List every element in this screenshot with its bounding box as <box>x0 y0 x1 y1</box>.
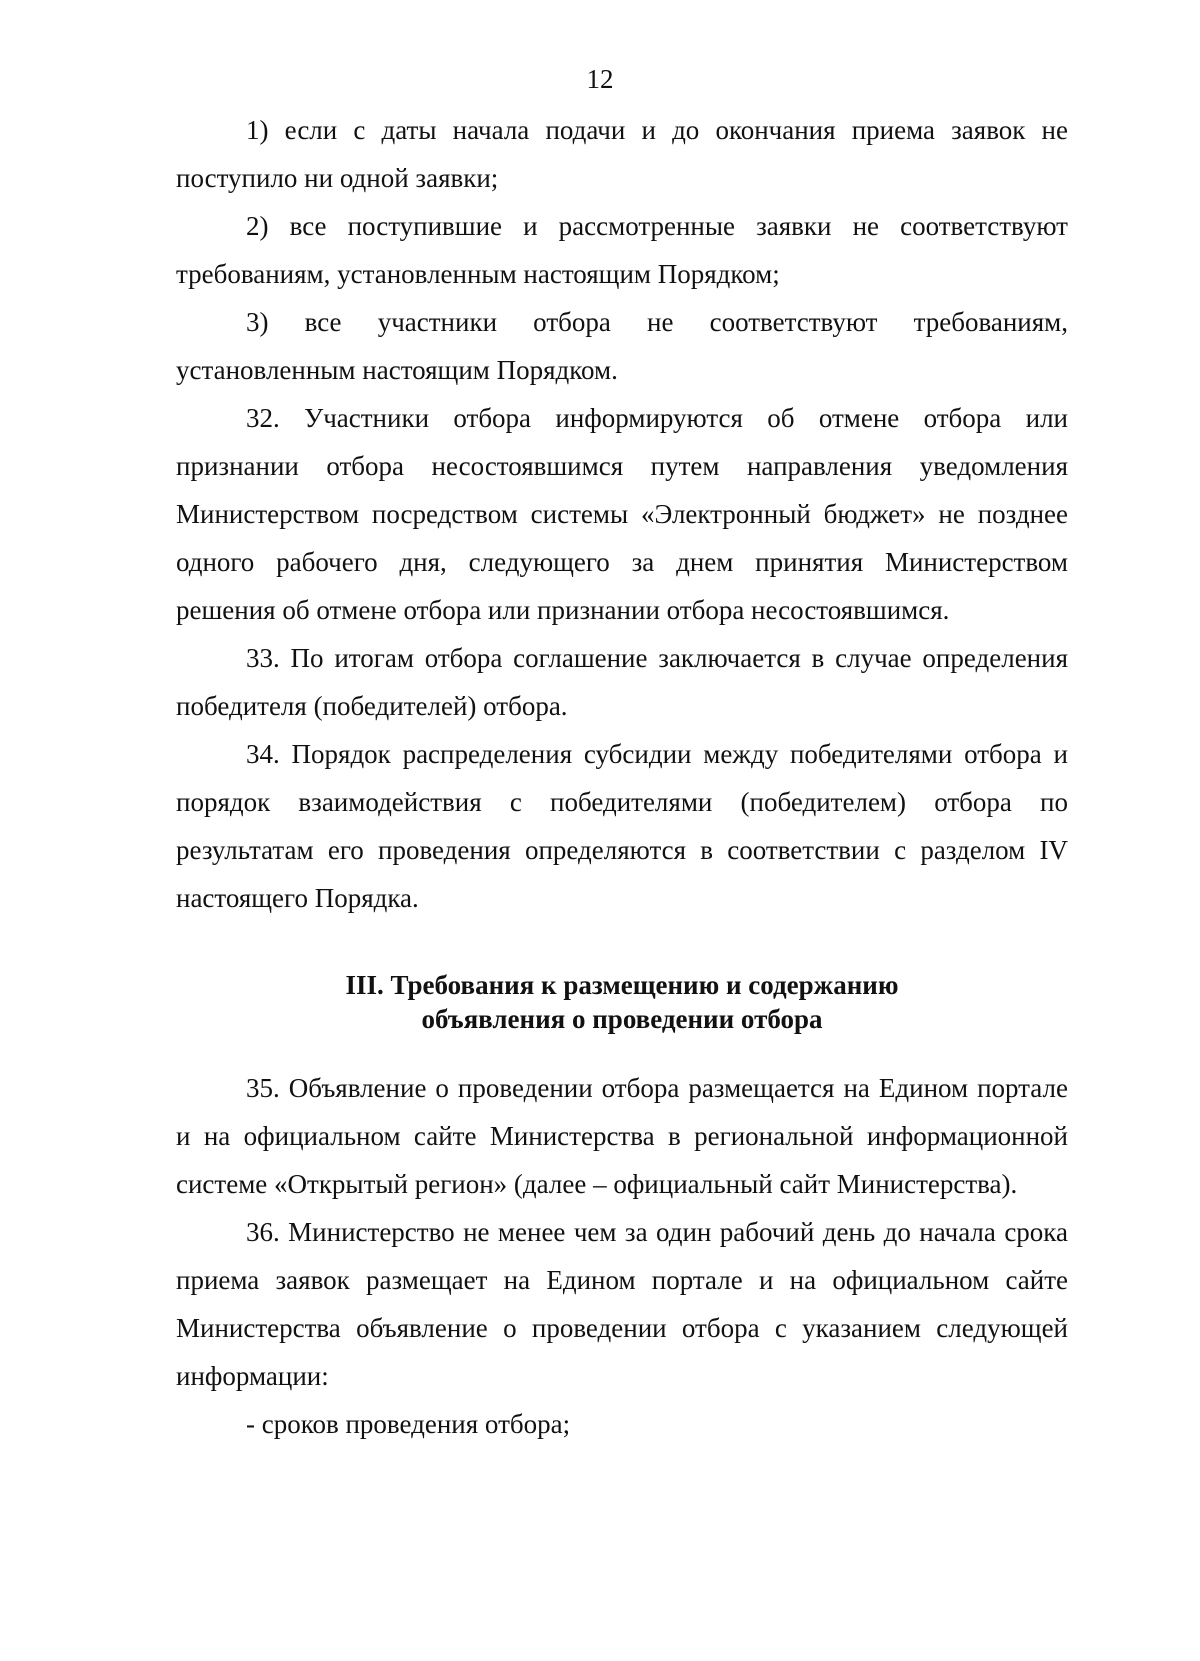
paragraph-item-1: 1) если с даты начала подачи и до окончания приема заявок не поступило ни одной заявки; <box>176 115 1068 193</box>
paragraph-33: 33. По итогам отбора соглашение заключается в случае определения победителя (победителей) отбора. <box>176 643 1068 721</box>
page-number: 12 <box>586 64 614 94</box>
paragraph-item-3: 3) все участники отбора не соответствуют требованиям, установленным настоящим Порядком. <box>176 307 1068 385</box>
section-heading-line-1: III. Требования к размещению и содержанию <box>345 970 899 1000</box>
list-item-selection-dates: - сроков проведения отбора; <box>246 1409 571 1439</box>
section-heading-line-2: объявления о проведении отбора <box>421 1004 823 1034</box>
paragraph-36: 36. Министерство не менее чем за один рабочий день до начала срока приема заявок размещает на Едином портале и на официальном сайте Министерства объявление о проведении отбора с указанием следующей информации: <box>176 1217 1068 1391</box>
document-body <box>176 106 1068 1448</box>
paragraph-34: 34. Порядок распределения субсидии между победителями отбора и порядок взаимодействия с победителями (победителем) отбора по результатам его проведения определяются в соответствии с разделом IV настоящего Порядка. <box>176 739 1068 913</box>
paragraph-item-2: 2) все поступившие и рассмотренные заявки не соответствуют требованиям, установленным настоящим Порядком; <box>176 211 1068 289</box>
section-heading <box>176 968 1068 1036</box>
paragraph-32: 32. Участники отбора информируются об отмене отбора или признании отбора несостоявшимся путем направления уведомления Министерством посредством системы «Электронный бюджет» не позднее одного рабочего дня, следующего за днем принятия Министерством решения об отмене отбора или признании отбора несостоявшимся. <box>176 403 1068 625</box>
paragraph-35: 35. Объявление о проведении отбора размещается на Едином портале и на официальном сайте Министерства в региональной информационной системе «Открытый регион» (далее – официальный сайт Министерства). <box>176 1073 1068 1199</box>
